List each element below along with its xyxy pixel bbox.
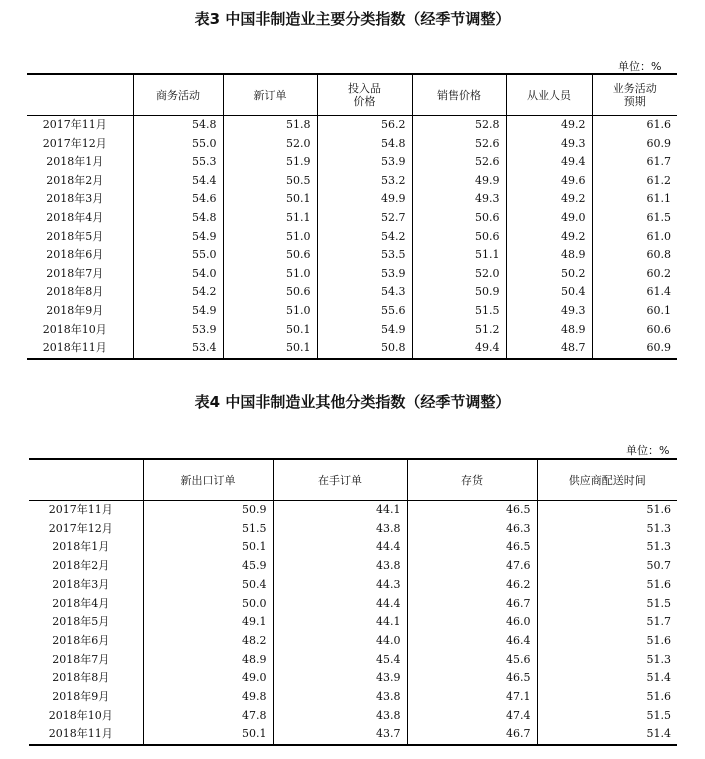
row-month-label: 2018年6月 xyxy=(52,633,110,647)
index-value-cell: 43.9 xyxy=(273,669,407,688)
table-row xyxy=(27,135,677,154)
index-value-cell: 52.6 xyxy=(412,153,506,172)
index-value-cell: 51.8 xyxy=(223,116,317,135)
index-value-cell: 61.2 xyxy=(592,172,677,191)
index-value-cell: 54.3 xyxy=(317,283,412,302)
index-value-cell: 51.4 xyxy=(537,725,677,745)
table-row xyxy=(29,669,677,688)
index-value-cell: 53.9 xyxy=(133,321,223,340)
index-value-cell: 51.6 xyxy=(537,576,677,595)
row-month-label: 2018年3月 xyxy=(46,192,104,206)
table4-unit-label: 单位：% xyxy=(626,444,670,457)
index-value-cell: 60.6 xyxy=(592,321,677,340)
index-value-cell: 46.5 xyxy=(407,538,537,557)
row-month-label: 2018年3月 xyxy=(52,577,110,591)
index-value-cell: 51.2 xyxy=(412,321,506,340)
index-value-cell: 44.1 xyxy=(273,501,407,520)
index-value-cell: 47.1 xyxy=(407,688,537,707)
index-value-cell: 45.9 xyxy=(143,557,273,576)
table-row xyxy=(27,190,677,209)
index-value-cell: 54.9 xyxy=(133,302,223,321)
row-month-label: 2017年11月 xyxy=(42,118,107,131)
index-value-cell: 55.6 xyxy=(317,302,412,321)
index-value-cell: 50.1 xyxy=(223,190,317,209)
row-month-label: 2018年11月 xyxy=(29,725,143,745)
index-value-cell: 51.3 xyxy=(537,520,677,539)
index-value-cell: 48.9 xyxy=(506,246,592,265)
index-value-cell: 60.9 xyxy=(592,135,677,154)
index-value-cell: 50.9 xyxy=(143,501,273,520)
row-month-label: 2018年10月 xyxy=(48,708,113,722)
index-value-cell: 49.0 xyxy=(143,669,273,688)
table3-header xyxy=(27,74,677,116)
index-value-cell: 45.6 xyxy=(407,651,537,670)
table-row xyxy=(27,265,677,284)
table-row xyxy=(29,651,677,670)
table-row xyxy=(27,153,677,172)
index-value-cell: 55.0 xyxy=(133,246,223,265)
index-value-cell: 48.7 xyxy=(506,339,592,359)
index-value-cell: 51.4 xyxy=(537,669,677,688)
index-value-cell: 54.9 xyxy=(317,321,412,340)
table-row xyxy=(29,595,677,614)
index-value-cell: 51.7 xyxy=(537,613,677,632)
index-value-cell: 55.0 xyxy=(133,135,223,154)
row-month-label: 2018年7月 xyxy=(52,652,110,666)
table-row xyxy=(29,613,677,632)
index-value-cell: 61.6 xyxy=(592,116,677,135)
index-value-cell: 51.9 xyxy=(223,153,317,172)
index-value-cell: 50.9 xyxy=(412,283,506,302)
table-row xyxy=(27,228,677,247)
column-header: 投入品 价格 xyxy=(317,74,412,116)
table-row xyxy=(29,576,677,595)
index-value-cell: 54.9 xyxy=(133,228,223,247)
index-value-cell: 60.8 xyxy=(592,246,677,265)
index-value-cell: 50.1 xyxy=(223,339,317,359)
index-value-cell: 51.0 xyxy=(223,302,317,321)
index-value-cell: 50.2 xyxy=(506,265,592,284)
index-value-cell: 43.8 xyxy=(273,557,407,576)
index-value-cell: 48.2 xyxy=(143,632,273,651)
index-value-cell: 54.4 xyxy=(133,172,223,191)
index-value-cell: 49.6 xyxy=(506,172,592,191)
index-value-cell: 46.7 xyxy=(407,725,537,745)
row-month-label: 2018年5月 xyxy=(46,229,104,243)
index-value-cell: 49.3 xyxy=(506,135,592,154)
index-value-cell: 60.2 xyxy=(592,265,677,284)
table4-header xyxy=(29,459,677,501)
table-row xyxy=(27,116,677,135)
row-month-label: 2018年9月 xyxy=(52,690,110,704)
index-value-cell: 52.7 xyxy=(317,209,412,228)
column-header: 从业人员 xyxy=(506,74,592,116)
index-value-cell: 53.5 xyxy=(317,246,412,265)
index-value-cell: 61.5 xyxy=(592,209,677,228)
column-header: 商务活动 xyxy=(133,74,223,116)
index-value-cell: 53.2 xyxy=(317,172,412,191)
index-value-cell: 50.4 xyxy=(143,576,273,595)
index-value-cell: 51.1 xyxy=(412,246,506,265)
header-blank-cell xyxy=(29,459,143,501)
row-month-label: 2018年7月 xyxy=(46,266,104,280)
index-value-cell: 54.6 xyxy=(133,190,223,209)
table-row xyxy=(29,688,677,707)
index-value-cell: 51.0 xyxy=(223,265,317,284)
index-value-cell: 44.1 xyxy=(273,613,407,632)
row-month-label: 2018年2月 xyxy=(46,173,104,187)
table3-body xyxy=(27,116,677,359)
index-value-cell: 52.0 xyxy=(412,265,506,284)
index-value-cell: 51.5 xyxy=(537,707,677,726)
index-value-cell: 46.0 xyxy=(407,613,537,632)
index-value-cell: 49.4 xyxy=(412,339,506,359)
row-month-label: 2017年12月 xyxy=(48,521,113,535)
index-value-cell: 44.4 xyxy=(273,538,407,557)
index-value-cell: 50.6 xyxy=(412,228,506,247)
index-value-cell: 50.0 xyxy=(143,595,273,614)
index-value-cell: 44.3 xyxy=(273,576,407,595)
index-value-cell: 46.4 xyxy=(407,632,537,651)
index-value-cell: 49.4 xyxy=(506,153,592,172)
table3-unit-label: 单位：% xyxy=(618,60,662,73)
index-value-cell: 61.4 xyxy=(592,283,677,302)
index-value-cell: 52.8 xyxy=(412,116,506,135)
column-header: 新订单 xyxy=(223,74,317,116)
row-month-label: 2018年5月 xyxy=(52,615,110,629)
row-month-label: 2018年8月 xyxy=(46,285,104,299)
row-month-label: 2017年12月 xyxy=(42,136,107,150)
index-value-cell: 49.2 xyxy=(506,228,592,247)
index-value-cell: 51.3 xyxy=(537,538,677,557)
index-value-cell: 43.8 xyxy=(273,707,407,726)
index-value-cell: 51.3 xyxy=(537,651,677,670)
index-value-cell: 51.5 xyxy=(537,595,677,614)
index-value-cell: 49.0 xyxy=(506,209,592,228)
table-row xyxy=(29,520,677,539)
index-value-cell: 43.8 xyxy=(273,688,407,707)
table-row xyxy=(27,209,677,228)
table-row xyxy=(27,339,677,359)
index-value-cell: 49.8 xyxy=(143,688,273,707)
index-value-cell: 54.0 xyxy=(133,265,223,284)
index-value-cell: 53.9 xyxy=(317,153,412,172)
row-month-label: 2018年2月 xyxy=(52,559,110,573)
index-value-cell: 49.9 xyxy=(412,172,506,191)
table-row xyxy=(29,557,677,576)
index-value-cell: 50.7 xyxy=(537,557,677,576)
row-month-label: 2018年11月 xyxy=(27,339,133,359)
table-row xyxy=(27,283,677,302)
index-value-cell: 52.0 xyxy=(223,135,317,154)
index-value-cell: 49.3 xyxy=(412,190,506,209)
index-value-cell: 54.2 xyxy=(133,283,223,302)
table-row xyxy=(29,538,677,557)
row-month-label: 2018年6月 xyxy=(46,248,104,262)
index-value-cell: 54.8 xyxy=(317,135,412,154)
index-value-cell: 61.7 xyxy=(592,153,677,172)
index-value-cell: 46.2 xyxy=(407,576,537,595)
index-value-cell: 50.1 xyxy=(143,725,273,745)
index-value-cell: 51.0 xyxy=(223,228,317,247)
table-row xyxy=(29,707,677,726)
index-value-cell: 50.8 xyxy=(317,339,412,359)
index-value-cell: 46.5 xyxy=(407,501,537,520)
index-value-cell: 61.0 xyxy=(592,228,677,247)
column-header: 销售价格 xyxy=(412,74,506,116)
index-value-cell: 43.7 xyxy=(273,725,407,745)
table3 xyxy=(27,73,677,360)
row-month-label: 2018年10月 xyxy=(42,322,107,336)
row-month-label: 2017年11月 xyxy=(48,503,113,516)
index-value-cell: 48.9 xyxy=(143,651,273,670)
row-month-label: 2018年8月 xyxy=(52,671,110,685)
index-value-cell: 49.2 xyxy=(506,116,592,135)
index-value-cell: 50.6 xyxy=(412,209,506,228)
index-value-cell: 54.8 xyxy=(133,209,223,228)
table-row xyxy=(27,246,677,265)
column-header: 新出口订单 xyxy=(143,459,273,501)
index-value-cell: 47.8 xyxy=(143,707,273,726)
table-row xyxy=(29,632,677,651)
index-value-cell: 51.6 xyxy=(537,632,677,651)
table-row xyxy=(29,725,677,745)
table4 xyxy=(29,458,677,746)
index-value-cell: 47.6 xyxy=(407,557,537,576)
table-row xyxy=(27,321,677,340)
index-value-cell: 46.5 xyxy=(407,669,537,688)
column-header: 存货 xyxy=(407,459,537,501)
column-header: 供应商配送时间 xyxy=(537,459,677,501)
index-value-cell: 49.3 xyxy=(506,302,592,321)
table-row xyxy=(29,501,677,520)
row-month-label: 2018年1月 xyxy=(46,155,104,169)
index-value-cell: 48.9 xyxy=(506,321,592,340)
index-value-cell: 50.6 xyxy=(223,283,317,302)
index-value-cell: 50.4 xyxy=(506,283,592,302)
index-value-cell: 56.2 xyxy=(317,116,412,135)
index-value-cell: 55.3 xyxy=(133,153,223,172)
index-value-cell: 54.8 xyxy=(133,116,223,135)
index-value-cell: 60.1 xyxy=(592,302,677,321)
index-value-cell: 47.4 xyxy=(407,707,537,726)
index-value-cell: 53.4 xyxy=(133,339,223,359)
index-value-cell: 46.7 xyxy=(407,595,537,614)
table-row xyxy=(27,302,677,321)
index-value-cell: 43.8 xyxy=(273,520,407,539)
index-value-cell: 50.1 xyxy=(143,538,273,557)
index-value-cell: 49.1 xyxy=(143,613,273,632)
column-header: 在手订单 xyxy=(273,459,407,501)
index-value-cell: 52.6 xyxy=(412,135,506,154)
index-value-cell: 50.1 xyxy=(223,321,317,340)
index-value-cell: 44.4 xyxy=(273,595,407,614)
index-value-cell: 51.6 xyxy=(537,688,677,707)
index-value-cell: 44.0 xyxy=(273,632,407,651)
index-value-cell: 46.3 xyxy=(407,520,537,539)
index-value-cell: 50.5 xyxy=(223,172,317,191)
row-month-label: 2018年4月 xyxy=(46,210,104,224)
column-header: 业务活动 预期 xyxy=(592,74,677,116)
row-month-label: 2018年4月 xyxy=(52,596,110,610)
table4-body xyxy=(29,501,677,746)
index-value-cell: 50.6 xyxy=(223,246,317,265)
row-month-label: 2018年1月 xyxy=(52,540,110,554)
index-value-cell: 51.5 xyxy=(412,302,506,321)
index-value-cell: 51.6 xyxy=(537,501,677,520)
index-value-cell: 54.2 xyxy=(317,228,412,247)
index-value-cell: 45.4 xyxy=(273,651,407,670)
table-row xyxy=(27,172,677,191)
index-value-cell: 61.1 xyxy=(592,190,677,209)
index-value-cell: 60.9 xyxy=(592,339,677,359)
index-value-cell: 49.9 xyxy=(317,190,412,209)
table3-title: 表3 中国非制造业主要分类指数（经季节调整） xyxy=(194,10,511,28)
index-value-cell: 51.5 xyxy=(143,520,273,539)
index-value-cell: 51.1 xyxy=(223,209,317,228)
row-month-label: 2018年9月 xyxy=(46,303,104,317)
header-blank-cell xyxy=(27,74,133,116)
index-value-cell: 49.2 xyxy=(506,190,592,209)
index-value-cell: 53.9 xyxy=(317,265,412,284)
table4-title: 表4 中国非制造业其他分类指数（经季节调整） xyxy=(194,393,511,411)
